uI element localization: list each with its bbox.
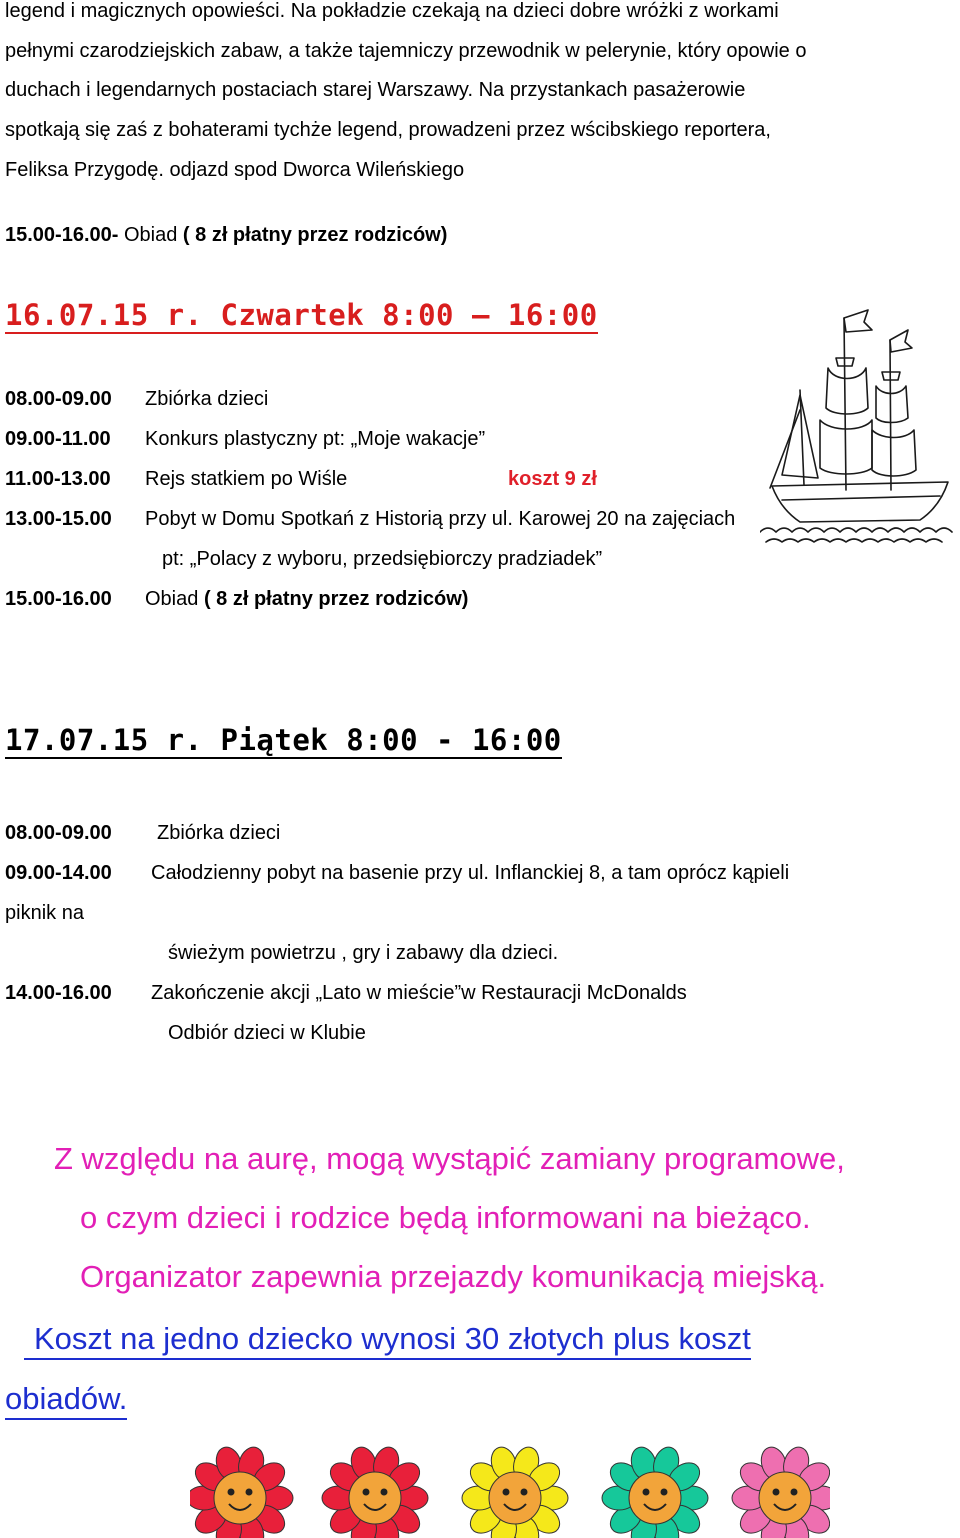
friday-text-3: Zakończenie akcji „Lato w mieście”w Restauracji McDonalds: [151, 982, 687, 1004]
thursday-time-3: 11.00-13.00: [5, 468, 111, 490]
flower-2: [322, 1444, 428, 1538]
thursday-text-4: Pobyt w Domu Spotkań z Historią przy ul. Karowej 20 na zajęciach: [145, 508, 736, 530]
cost-line-2: obiadów.: [5, 1380, 127, 1420]
friday-text-3-cont: Odbiór dzieci w Klubie: [168, 1022, 366, 1044]
thursday-time-4: 13.00-15.00: [5, 508, 112, 530]
intro-lunch-price: ( 8 zł płatny przez rodziców): [182, 224, 448, 246]
intro-line-3: duchach i legendarnych postaciach starej Warszawy. Na przystankach pasażerowie: [5, 79, 746, 101]
flower-3: [462, 1444, 568, 1538]
thursday-time-5: 15.00-16.00: [5, 588, 112, 610]
friday-time-3: 14.00-16.00: [5, 982, 112, 1004]
friday-text-2-cont1: piknik na: [5, 902, 84, 924]
flower-4: [602, 1444, 708, 1538]
thursday-lunch-label: Obiad: [145, 588, 199, 610]
friday-time-2: 09.00-14.00: [5, 862, 112, 884]
cost-line-1: Koszt na jedno dziecko wynosi 30 złotych plus koszt: [24, 1320, 751, 1360]
intro-lunch-time: 15.00-16.00-: [5, 224, 119, 246]
friday-heading: 17.07.15 r. Piątek 8:00 - 16:00: [5, 723, 562, 757]
smiling-flowers-illustration: [190, 1436, 830, 1538]
thursday-time-1: 08.00-09.00: [5, 388, 112, 410]
notice-line-2: o czym dzieci i rodzice będą informowani na bieżąco.: [80, 1200, 811, 1235]
friday-time-1: 08.00-09.00: [5, 822, 112, 844]
intro-line-1: legend i magicznych opowieści. Na pokładzie czekają na dzieci dobre wróżki z workami: [5, 0, 779, 22]
thursday-text-2: Konkurs plastyczny pt: „Moje wakacje”: [145, 428, 486, 450]
cruise-price: koszt 9 zł: [508, 468, 597, 490]
thursday-text-5: [145, 579, 468, 619]
thursday-text-1: Zbiórka dzieci: [145, 388, 269, 410]
thursday-text-4-cont: pt: „Polacy z wyboru, przedsiębiorczy pradziadek”: [162, 548, 603, 570]
notice-line-1: Z względu na aurę, mogą wystąpić zamiany programowe,: [54, 1141, 845, 1176]
sailing-ship-illustration: [760, 300, 960, 545]
friday-text-1: Zbiórka dzieci: [157, 822, 281, 844]
intro-line-5: Feliksa Przygodę. odjazd spod Dworca Wileńskiego: [5, 159, 465, 181]
intro-lunch-row: [5, 215, 447, 255]
thursday-heading: 16.07.15 r. Czwartek 8:00 – 16:00: [5, 298, 598, 332]
friday-text-2-cont2: świeżym powietrzu , gry i zabawy dla dzieci.: [168, 942, 559, 964]
thursday-time-2: 09.00-11.00: [5, 428, 111, 450]
friday-text-2: Całodzienny pobyt na basenie przy ul. Inflanckiej 8, a tam oprócz kąpieli: [151, 862, 790, 884]
notice-line-3: Organizator zapewnia przejazdy komunikacją miejską.: [80, 1259, 827, 1294]
flower-5: [732, 1444, 830, 1538]
flower-1: [190, 1444, 293, 1538]
intro-line-2: pełnymi czarodziejskich zabaw, a także tajemniczy przewodnik w pelerynie, który opowie o: [5, 40, 807, 62]
intro-line-4: spotkają się zaś z bohaterami tychże legend, prowadzeni przez wścibskiego reportera,: [5, 119, 771, 141]
thursday-lunch-price: ( 8 zł płatny przez rodziców): [203, 588, 469, 610]
intro-lunch-label: Obiad: [123, 224, 178, 246]
thursday-text-3: Rejs statkiem po Wiśle: [145, 468, 348, 490]
